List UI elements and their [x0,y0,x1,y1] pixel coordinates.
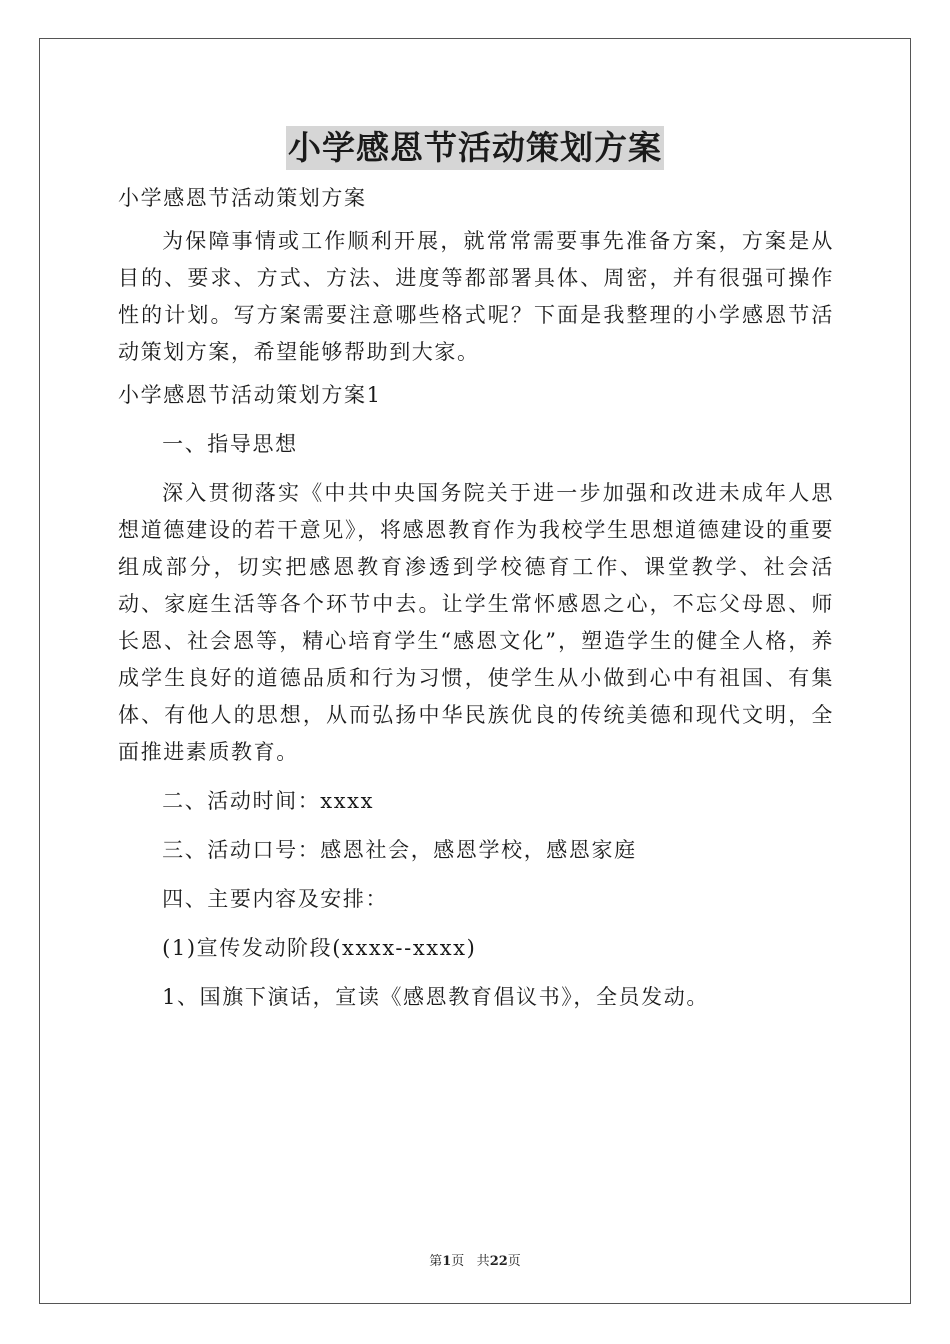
section-title: 小学感恩节活动策划方案1 [118,383,382,407]
guiding-thought-paragraph: 深入贯彻落实《中共中央国务院关于进一步加强和改进未成年人思想道德建设的若干意见》，将感恩教育作为我校学生思想道德建设的重要组成部分，切实把感恩教育渗透到学校德育工作、课堂教学、社会活动、家庭生活等各个环节中去。让学生常怀感恩之心，不忘父母恩、师长恩、社会恩等，精心培育学生“感恩文化”，塑造学生的健全人格，养成学生良好的道德品质和行为习惯，使学生从小做到心中有祖国、有集体、有他人的思想，从而弘扬中华民族优良的传统美德和现代文明，全面推进素质教育。 [118,481,834,764]
footer-page-unit: 页 [451,1254,465,1269]
footer-total-prefix: 共 [476,1254,490,1269]
item-flag-speech: 1、国旗下演话，宣读《感恩教育倡议书》，全员发动。 [162,985,709,1009]
document-subtitle: 小学感恩节活动策划方案 [118,186,367,210]
heading-guiding-thought: 一、指导思想 [162,432,298,456]
heading-activity-slogan: 三、活动口号：感恩社会，感恩学校，感恩家庭 [162,838,637,862]
footer-prefix: 第 [429,1254,443,1269]
title-wrap [0,126,950,170]
page-footer [0,1250,950,1269]
heading-main-content: 四、主要内容及安排： [162,887,389,911]
document-body [118,180,834,1016]
footer-total-pages: 22 [489,1254,508,1269]
stage-publicity: (1)宣传发动阶段(xxxx--xxxx) [162,936,477,960]
footer-total-unit: 页 [507,1254,521,1269]
footer-page-number: 1 [442,1254,452,1269]
document-title: 小学感恩节活动策划方案 [286,126,664,170]
heading-activity-time: 二、活动时间：xxxx [162,789,375,813]
intro-paragraph: 为保障事情或工作顺利开展，就常常需要事先准备方案，方案是从目的、要求、方式、方法、进度等都部署具体、周密，并有很强可操作性的计划。写方案需要注意哪些格式呢？下面是我整理的小学感恩节活动策划方案，希望能够帮助到大家。 [118,229,834,364]
